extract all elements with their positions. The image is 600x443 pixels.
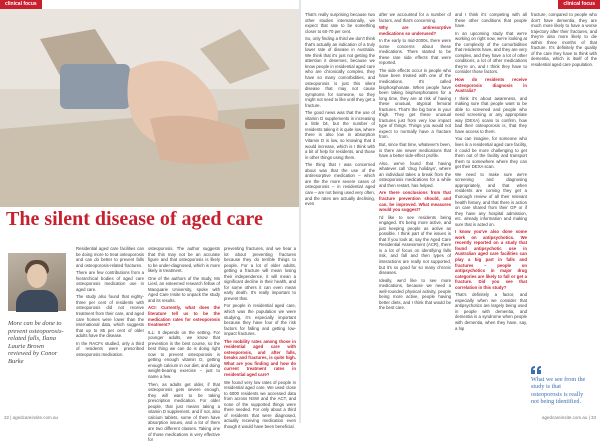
hero-photo-illustration bbox=[0, 9, 299, 207]
article-title: The silent disease of aged care bbox=[6, 208, 263, 230]
paragraph: One of the authors of the study, Ms Liesl, an esteemed research fellow of Macquarie University, spoke with Aged Care Insite to unpack the study and its results. bbox=[148, 275, 220, 303]
paragraph: I'd like to see residents being engaged. It's being more active, and just keeping people as active as possible. I think part of the issues is that if you look at, say the Aged Care Residential Assessment (ACR), there is a lot of focus on identifying falls risk, and fall and then types of interactions are really not supported, but it's so good for so many chronic diseases. bbox=[379, 214, 451, 276]
right-column-1 bbox=[305, 12, 375, 412]
right-column-4 bbox=[531, 12, 597, 362]
paragraph: We found very low rates of people in residential aged care. We used close to 6000 residents we accessed data from across NSW and the ACT, and none of the supported things were there needed. For only about a third of residents that were diagnosed, actually receiving medication even though it would have been beneficial. bbox=[224, 379, 296, 429]
right-page bbox=[301, 0, 600, 423]
paragraph: The study also found that eighty-three per cent of residents with osteoporosis did not receive treatment from their care, and aged care homes were lower than the international data, which suggests that up to 85 per cent of older adults have the disease. bbox=[76, 294, 144, 339]
pull-quote: What we see from the study is that osteoporosis is really not being identified. bbox=[531, 376, 586, 406]
left-column-2 bbox=[148, 246, 220, 443]
paragraph: I think it's about awareness, and making sure that people want to be able to screened and people who need screening or any appropriate way (DEXA) scans to confirm, how bad their osteoporosis is, that they have access to them. bbox=[455, 95, 527, 134]
right-column-2 bbox=[379, 12, 451, 412]
page-footer-right: agedcareinsite.com.au | 33 bbox=[542, 415, 596, 420]
paragraph: In the early to mid-2000s, there were some concerns about these medications. There started to be these rare side effects that were reported. bbox=[379, 38, 451, 66]
paragraph: ILL: It depends on the setting. For younger adults, we know that prevention is the best course, so the best thing we can do is doing right now to prevent osteoporosis is getting enough vitamin D, getting enough calcium in our diet, and doing weight-bearing exercise – just to name a few. bbox=[148, 329, 220, 380]
hero-photo bbox=[0, 9, 299, 207]
paragraph: preventing fractures, and we hear a lot about preventing fractures because they do terrible things to people. For a lot of older adults, getting a fracture will mean losing their independence, it will mean a significant decline in their health, and for some others it can even mean early death. It's really important to prevent that. bbox=[224, 246, 296, 301]
paragraph: Residential aged care facilities can be doing more to treat osteoporosis and can do better to prevent falls and osteoporosis-related fractures. bbox=[76, 246, 144, 268]
interview-question: How do residents receive osteoporosis diagnosis in Australia? bbox=[455, 77, 527, 94]
section-tab-right: clinical focus bbox=[558, 0, 600, 9]
section-tab-left: clinical focus bbox=[0, 0, 42, 9]
paragraph: In the RACFs studied, only a third of residents were prescribed osteoporosis medication. bbox=[76, 340, 144, 357]
paragraph: We need to make sure we're screening and diagnosing appropriately, and that when residents are coming they get a thorough review of all their relevant health history, and that there is action on care shared from their GP or if they have any hospital admission, etc. already information and making sure that is acted on. bbox=[455, 171, 527, 227]
interview-question: ACI: Currently, what does the literature tell us to be the medication rates for osteoporosis treatment? bbox=[148, 305, 220, 328]
paragraph: But, since that time, whatever's been, is there are newer medications that have a better side-effect profile. bbox=[379, 142, 451, 159]
quote-mark-icon bbox=[531, 366, 541, 374]
author-photo bbox=[8, 253, 66, 311]
left-column-3 bbox=[224, 246, 296, 429]
paragraph: That's really surprising because two other studies internationally, we expect that rate to be something closer to 60-70 per cent. bbox=[305, 12, 375, 34]
page-footer-left: 32 | agedcareinsite.com.au bbox=[4, 415, 58, 420]
paragraph: fracture, compared to people who don't have dementia, they are much more likely to have a worse trajectory after their fractures, and they're also more likely to die within three months of that fracture. It's definitely the quality of the care they have to think with dementia, which is itself of the residential aged care population. bbox=[531, 12, 597, 67]
paragraph: Ideally, we'd like to see more medications, because we need a well-rounded physical activity, people being more active, people having better diets, and I think that would be the best care. bbox=[379, 277, 451, 311]
paragraph: So, only finding a third we don't think that's actually an indication of a truly lower rate of disease in Australia. We think that it's just not getting the attention it deserves, because we know people in residential aged care who are chronically complex, they have so many comorbidities, and osteoporosis is just this silent disease that may not cause symptoms for someone, so they might not need to like until they get a fracture. bbox=[305, 36, 375, 108]
paragraph: There are few contributions from a hierarchical bodies of aged care osteoporosis medication use in aged care. bbox=[76, 270, 144, 292]
interview-question: Why are antiresorptive medications so underused? bbox=[379, 25, 451, 36]
paragraph: after we accounted for a number of factors, and that's concerning. bbox=[379, 12, 451, 23]
paragraph: The thing that I was concerned about was that the use of the antiresorptive medication – which are the the more severe cases of osteoporosis – in residential aged care – are not being used very often, and the rates are actually declining, even bbox=[305, 162, 375, 207]
left-page bbox=[0, 0, 299, 443]
paragraph: The good news was that the use of vitamin D supplements is increasing a little bit, but the number of residents taking it is quite low, where there is also low in absorption Vitamin D is low, so knowing that it would increase, which is I think with a bit of help for residents, and those in other things using them. bbox=[305, 110, 375, 160]
paragraph: Also, we've found that having whatever call 'drug holidays', where an individual takes a break from the osteoporosis medications for a while and then restart, has helped. bbox=[379, 160, 451, 188]
paragraph: In an upcoming study that we're working on right now, we're looking at the complexity of the comorbidities that residents have, and they are very complex, and they have a lot of other conditions, a lot of other medications they're on, and I think they have to consider those factors. bbox=[455, 30, 527, 75]
article-standfirst: More can be done to prevent osteoporosis-related falls, Ilana Laurie Brown reviewed by Conor Burke bbox=[8, 320, 64, 365]
interview-question: The mobility rates among those in residential aged care with osteoporosis, and after falls, breaks and fractures, is quite high. What are you finding and how do current treatment rates in residential aged care? bbox=[224, 338, 296, 378]
paragraph: That's definitely a factor, and especially when we consider that antipsychotics are largely being used in people with dementia, and dementia is a syndrome when people with dementia, when they have, say, a hip bbox=[455, 292, 527, 331]
paragraph: Then, as adults get older, if that osteoporosis gets severe enough, they will want to be taking prescription medication. For older people, that just means taking a vitamin D supplement, and if not, also calcium tablets, some of them have absorption issues, and a lot of them are two different classes. Taking one of those medications is very effective for bbox=[148, 381, 220, 443]
right-column-3 bbox=[455, 12, 527, 412]
left-column-1 bbox=[76, 246, 144, 414]
paragraph: osteoporosis. The author suggests that this may not be an accurate figure and that osteoporosis is likely to be under-diagnosed, which is more likely in treatment. bbox=[148, 246, 220, 274]
interview-question: I know you've also done some work on antipsychotics. We recently reported on a study that found antipsychotic use in Australian aged care facilities can play a big part in falls and fractures – people on antipsychotics in major drug categories are likely to fall or get a fracture. Did you see that correlation in this study? bbox=[455, 229, 527, 290]
paragraph: You can imagine, for someone who lives in a residential aged care facility, it could be more challenging to get them out of the facility and transport them to somewhere where they can get their DEXA scan. bbox=[455, 136, 527, 170]
interview-question: Are there conclusions from that fracture prevention should, and can, be improved. What measures would you suggest? bbox=[379, 190, 451, 213]
paragraph: The side effects occur in people who have been treated with one of the medications. It's called bisphosphonate. When people have been taking bisphosphonates for a long time, they are at risk of having these unusual, atypical femoral fractures. That's the big bone in your thigh. They get these unusual fractures just from very low impact type of things. Things you would not expect to normally have a fracture from. bbox=[379, 67, 451, 140]
paragraph: For people in residential aged care, which was the population we were studying, it's especially important because they have four of the risk factors for falling and getting low-impact fractures. bbox=[224, 303, 296, 337]
paragraph: and I think it's competing with all these other conditions that people have. bbox=[455, 12, 527, 29]
